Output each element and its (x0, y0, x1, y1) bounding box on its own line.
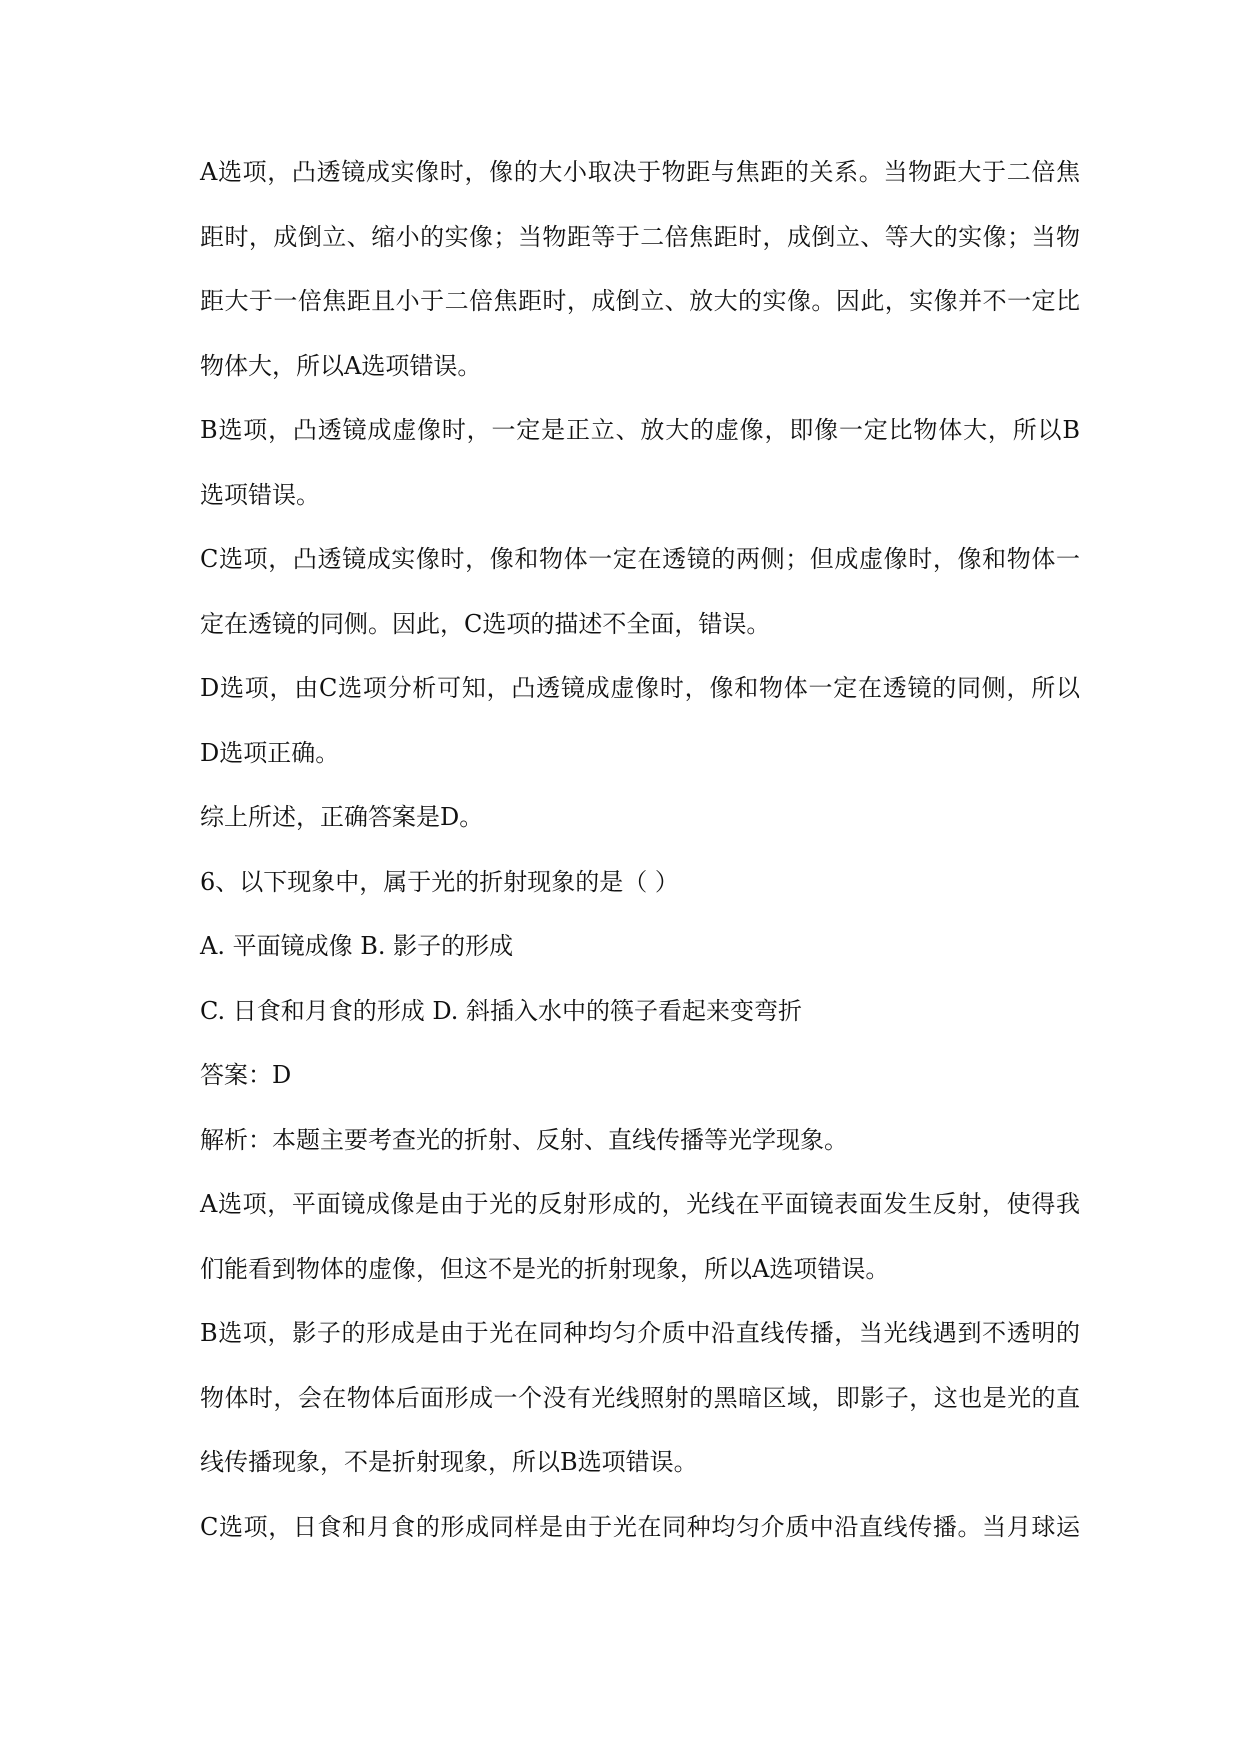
text-line: 距大于一倍焦距且小于二倍焦距时，成倒立、放大的实像。因此，实像并不一定比 (200, 287, 1080, 315)
text-line: 们能看到物体的虚像，但这不是光的折射现象，所以A选项错误。 (200, 1254, 890, 1283)
document-body (200, 140, 1080, 1559)
text-line: 综上所述，正确答案是D。 (200, 803, 484, 831)
text-line: A选项，凸透镜成实像时，像的大小取决于物距与焦距的关系。当物距大于二倍焦 (200, 158, 1080, 186)
text-line: D选项，由C选项分析可知，凸透镜成虚像时，像和物体一定在透镜的同侧，所以 (200, 674, 1080, 702)
text-line: A选项，平面镜成像是由于光的反射形成的，光线在平面镜表面发生反射，使得我 (200, 1190, 1080, 1218)
text-line: B选项，凸透镜成虚像时，一定是正立、放大的虚像，即像一定比物体大，所以B (200, 416, 1080, 444)
text-line: C选项，日食和月食的形成同样是由于光在同种均匀介质中沿直线传播。当月球运 (200, 1512, 1080, 1541)
text-line: 线传播现象，不是折射现象，所以B选项错误。 (200, 1448, 698, 1476)
text-line: 距时，成倒立、缩小的实像；当物距等于二倍焦距时，成倒立、等大的实像；当物 (200, 222, 1080, 251)
text-line: 物体时，会在物体后面形成一个没有光线照射的黑暗区域，即影子，这也是光的直 (200, 1383, 1080, 1412)
text-line: C选项，凸透镜成实像时，像和物体一定在透镜的两侧；但成虚像时，像和物体一 (200, 545, 1080, 573)
text-line: 定在透镜的同侧。因此，C选项的描述不全面，错误。 (200, 609, 771, 638)
question-options: A. 平面镜成像 B. 影子的形成 (200, 932, 514, 960)
text-line: 选项错误。 (200, 480, 320, 509)
analysis-line: 解析：本题主要考查光的折射、反射、直线传播等光学现象。 (200, 1125, 848, 1154)
text-line: B选项，影子的形成是由于光在同种均匀介质中沿直线传播，当光线遇到不透明的 (200, 1319, 1080, 1347)
text-line: 物体大，所以A选项错误。 (200, 351, 482, 380)
answer-line: 答案：D (200, 1061, 292, 1089)
question-options: C. 日食和月食的形成 D. 斜插入水中的筷子看起来变弯折 (200, 996, 803, 1025)
text-line: D选项正确。 (200, 738, 340, 767)
question-title: 6、以下现象中，属于光的折射现象的是（ ） (200, 867, 679, 896)
